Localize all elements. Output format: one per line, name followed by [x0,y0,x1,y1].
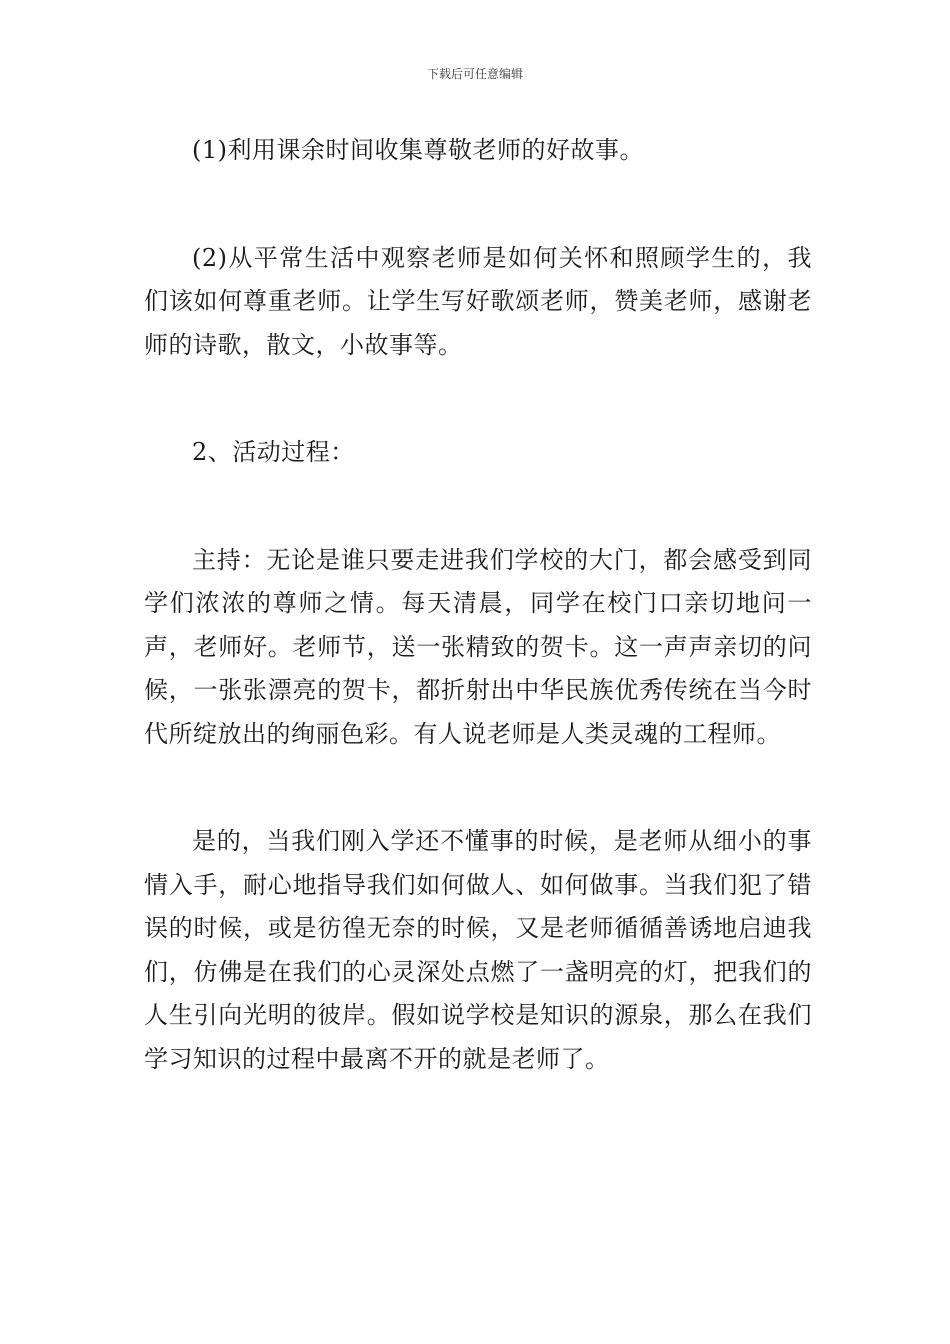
paragraph-host-intro: 主持：无论是谁只要走进我们学校的大门，都会感受到同学们浓浓的尊师之情。每天清晨，同学在校门口亲切地问一声，老师好。老师节，送一张精致的贺卡。这一声声亲切的问候，一张张漂亮的贺卡，都折射出中华民族优秀传统在当今时代所绽放出的绚丽色彩。有人说老师是人类灵魂的工程师。 [144,545,812,748]
paragraph-gap [144,475,812,539]
document-body [144,129,812,1081]
paragraph-teacher-guidance: 是的，当我们刚入学还不懂事的时候，是老师从细小的事情入手，耐心地指导我们如何做人、如何做事。当我们犯了错误的时候，或是彷徨无奈的时候，又是老师循循善诱地启迪我们，仿佛是在我们的心灵深处点燃了一盏明亮的灯，把我们的人生引向光明的彼岸。假如说学校是知识的源泉，那么在我们学习知识的过程中最离不开的就是老师了。 [144,827,812,1073]
paragraph-gap [144,367,812,431]
paragraph-prep-1: (1)利用课余时间收集尊敬老师的好故事。 [192,136,644,164]
section-heading-activity-process: 2、活动过程： [192,438,355,466]
page-header-note: 下载后可任意编辑 [426,67,523,81]
paragraph-gap [144,756,812,820]
paragraph-gap [144,173,812,237]
paragraph-prep-2: (2)从平常生活中观察老师是如何关怀和照顾学生的，我们该如何尊重老师。让学生写好歌颂老师，赞美老师，感谢老师的诗歌，散文，小故事等。 [144,243,812,359]
